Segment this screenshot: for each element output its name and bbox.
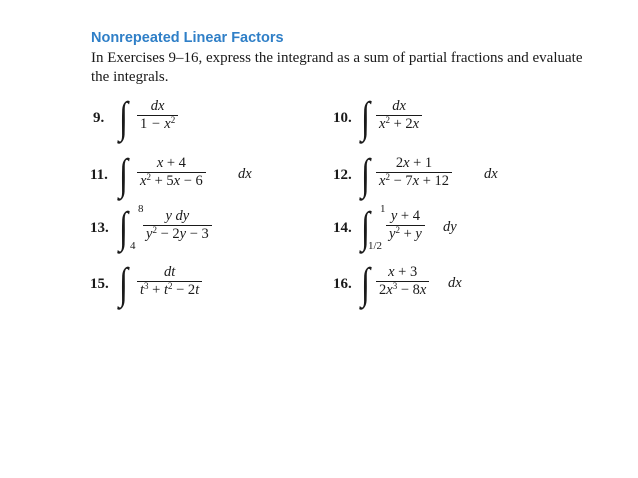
denominator: $2x^3 - 8x$ bbox=[379, 281, 427, 298]
instructions: In Exercises 9–16, express the integrand as a sum of partial fractions and evaluate the integrals. bbox=[91, 50, 583, 85]
fraction bbox=[376, 98, 422, 133]
denominator: $x^2 - 7x + 12$ bbox=[379, 172, 449, 189]
fraction bbox=[137, 155, 206, 190]
integral-sign: ∫ bbox=[361, 93, 371, 142]
integral-sign: ∫ bbox=[361, 259, 371, 308]
lower-limit: 4 bbox=[130, 240, 136, 252]
numerator: 2x + 1 bbox=[395, 155, 433, 171]
integral-sign: ∫ bbox=[119, 259, 129, 308]
differential: dx bbox=[484, 166, 498, 182]
differential: dx bbox=[238, 166, 252, 182]
exercise-number: 11. bbox=[90, 167, 108, 183]
exercise-number: 12. bbox=[333, 167, 352, 183]
lower-limit: 1/2 bbox=[368, 240, 383, 252]
fraction bbox=[386, 208, 425, 243]
denominator: $y^2 - 2y - 3$ bbox=[146, 225, 209, 242]
upper-limit: 8 bbox=[138, 203, 144, 215]
denominator: $t^3 + t^2 - 2t$ bbox=[140, 281, 200, 298]
exercise-number: 15. bbox=[90, 276, 109, 292]
denominator: $x^2 + 2x$ bbox=[379, 115, 420, 132]
numerator: dt bbox=[163, 264, 176, 280]
section-title: Nonrepeated Linear Factors bbox=[91, 30, 284, 46]
exercise-number: 13. bbox=[90, 220, 109, 236]
upper-limit: 1 bbox=[380, 203, 386, 215]
fraction bbox=[137, 264, 202, 299]
differential: dx bbox=[448, 275, 462, 291]
exercise-number: 16. bbox=[333, 276, 352, 292]
integral-sign: ∫ bbox=[361, 150, 371, 199]
integral-sign: ∫ bbox=[119, 203, 129, 252]
exercise-number: 9. bbox=[93, 110, 105, 126]
denominator: $y^2 + y$ bbox=[389, 225, 422, 242]
exercise-number: 10. bbox=[333, 110, 352, 126]
differential: dy bbox=[443, 219, 457, 235]
integral-sign: ∫ bbox=[361, 203, 371, 252]
numerator: dx bbox=[150, 98, 165, 114]
fraction bbox=[376, 264, 429, 299]
denominator: $x^2 + 5x - 6$ bbox=[140, 172, 203, 189]
integral-sign: ∫ bbox=[119, 150, 129, 199]
fraction bbox=[376, 155, 452, 190]
numerator: y + 4 bbox=[390, 208, 420, 224]
numerator: y dy bbox=[165, 208, 190, 224]
numerator: x + 4 bbox=[156, 155, 186, 171]
numerator: x + 3 bbox=[388, 264, 418, 280]
numerator: dx bbox=[392, 98, 406, 114]
denominator: $1 - x^2$ bbox=[140, 115, 176, 132]
integral-sign: ∫ bbox=[119, 93, 129, 142]
fraction bbox=[143, 208, 212, 243]
exercise-number: 14. bbox=[333, 220, 352, 236]
fraction bbox=[137, 98, 178, 133]
